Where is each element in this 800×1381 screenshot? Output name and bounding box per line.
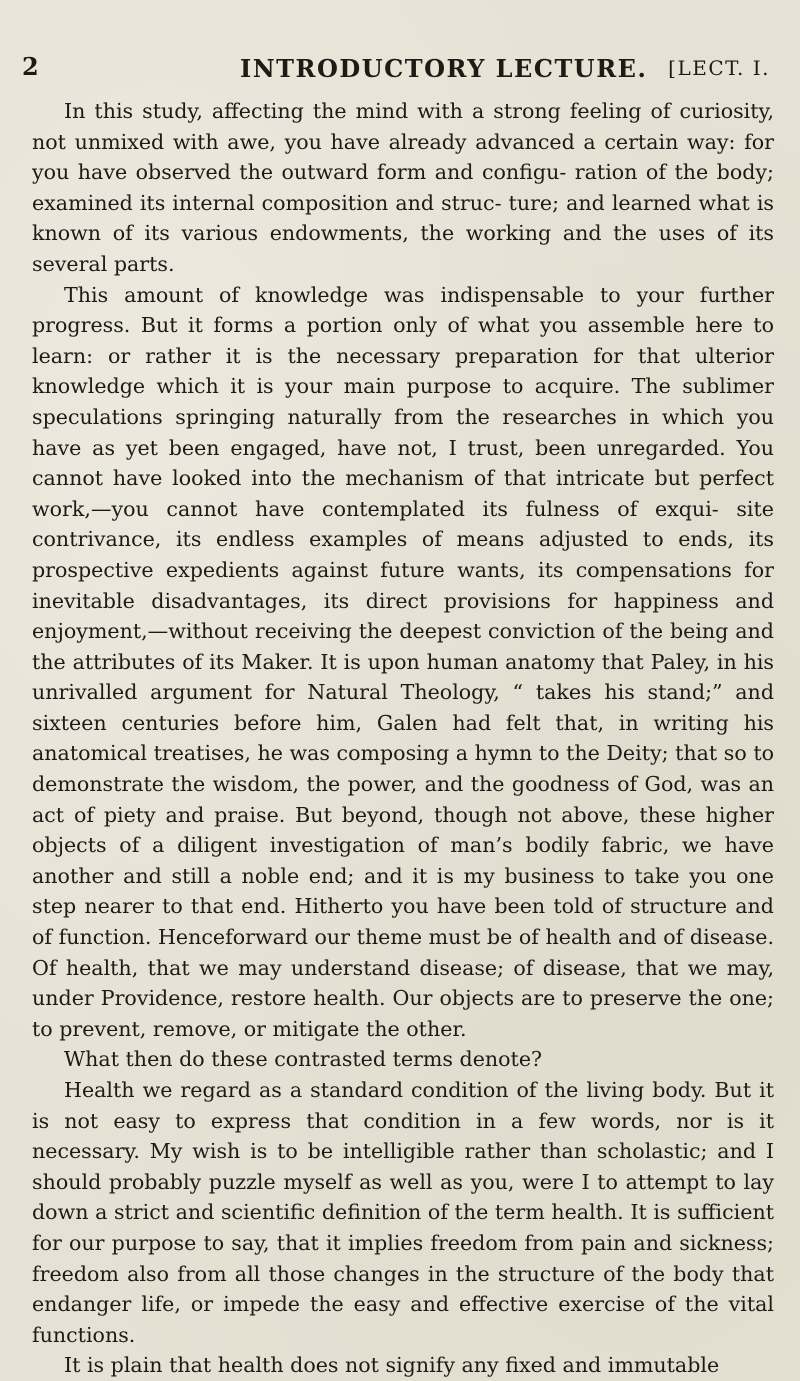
paragraph: Health we regard as a standard condition of the living body. But it is not easy to express that condition in a few words, nor is it necessary. My wish is to be intelligible rather than scholastic; and I should probably puzzle myself as well as you, were I to attempt to lay down a strict and scientific definition of the term health. It is sufficient for our purpose to say, that it implies freedom from pain and sickness; freedom also from all those changes in the structure of the body that endanger life, or impede the easy and effective exercise of the vital functions. [32, 1078, 774, 1347]
page-number: 2 [22, 52, 39, 81]
paragraph: In this study, affecting the mind with a strong feeling of curiosity, not unmixed with awe, you have already advanced a certain way: for you have observed the outward form and configu- ration of the body; examined its internal composition and struc- ture; and learned what is known of its various endowments, the working and the uses of its several parts. [32, 99, 774, 276]
running-title: INTRODUCTORY LECTURE. [240, 54, 648, 83]
body-text [32, 96, 774, 1381]
paragraph: What then do these contrasted terms denote? [64, 1047, 543, 1072]
paragraph: This amount of knowledge was indispensable to your further progress. But it forms a portion only of what you assemble here to learn: or rather it is the necessary preparation for that ulterior knowledge which it is your main purpose to acquire. The sublimer speculations springing naturally from the researches in which you have as yet been engaged, have not, I trust, been unregarded. You cannot have looked into the mechanism of that intricate but perfect work,—you cannot have contemplated its fulness of exqui- site contrivance, its endless examples of means adjusted to ends, its prospective expedients against future wants, its compensations for inevitable disadvantages, its direct provisions for happiness and enjoyment,—without receiving the deepest conviction of the being and the attributes of its Maker. It is upon human anatomy that Paley, in his unrivalled argument for Natural Theology, “ takes his stand;” and sixteen centuries before him, Galen had felt that, in writing his anatomical treatises, he was composing a hymn to the Deity; that so to demonstrate the wisdom, the power, and the goodness of God, was an act of piety and praise. But beyond, though not above, these higher objects of a diligent investigation of man’s bodily fabric, we have another and still a noble end; and it is my business to take you one step nearer to that end. Hitherto you have been told of structure and of function. Henceforward our theme must be of health and of disease. Of health, that we may understand disease; of disease, that we may, under Providence, restore health. Our objects are to preserve the one; to prevent, remove, or mitigate the other. [32, 282, 774, 1041]
paragraph: It is plain that health does not signify any fixed and immutable [64, 1353, 720, 1378]
running-head [22, 50, 770, 84]
lecture-mark: [LECT. I. [668, 56, 770, 80]
